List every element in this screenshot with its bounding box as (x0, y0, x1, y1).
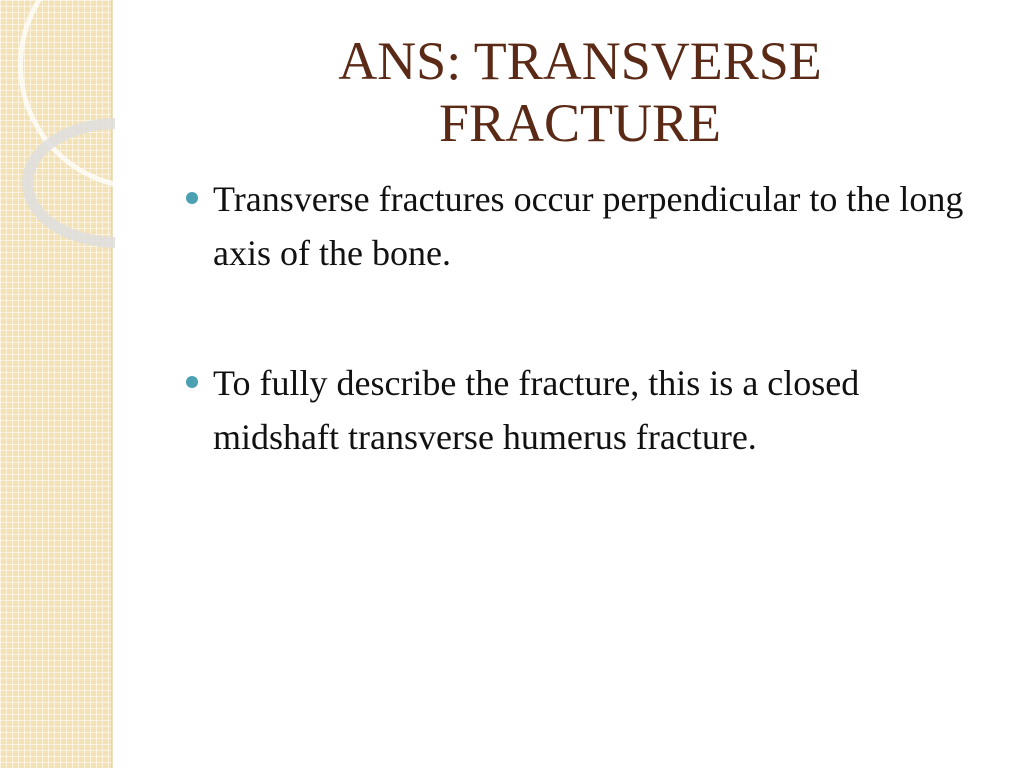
bullet-item (186, 172, 986, 280)
slide-title: ANS: TRANSVERSE FRACTURE (338, 31, 822, 153)
bullet-text: Transverse fractures occur perpendicular to the long axis of the bone. (213, 179, 964, 273)
bullet-dot-icon (186, 192, 198, 204)
bullet-dot-icon (186, 376, 198, 388)
bullet-list (186, 172, 986, 540)
bullet-text: To fully describe the fracture, this is a closed midshaft transverse humerus fracture. (213, 363, 860, 457)
bullet-item (186, 356, 986, 464)
